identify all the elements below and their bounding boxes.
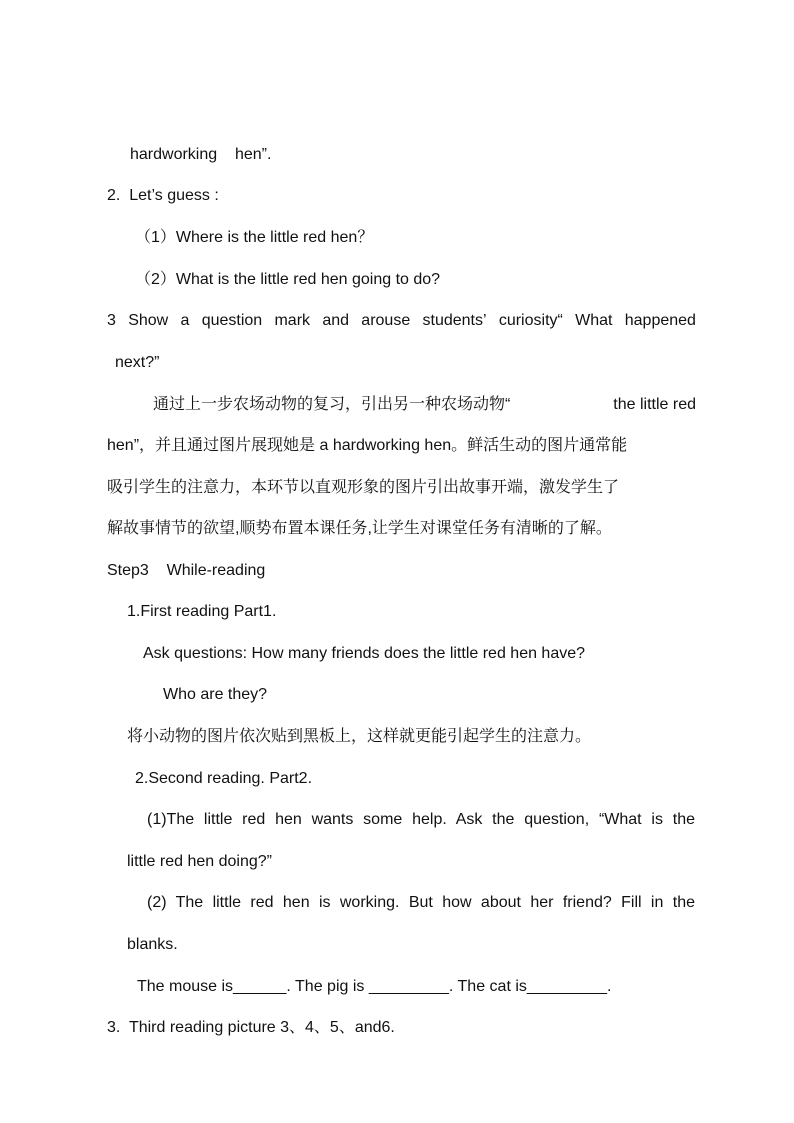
word: students’ xyxy=(422,312,487,329)
text-line-chinese-1 xyxy=(107,395,696,415)
text-line-chinese-2: hen”，并且通过图片展现她是 a hardworking hen。鲜活生动的图片通常能 xyxy=(107,437,628,454)
word: What xyxy=(575,312,613,329)
word: question xyxy=(201,312,263,329)
third-reading-line: 3. Third reading picture 3、4、5、and6. xyxy=(107,1019,395,1036)
text-line-show-question-mark xyxy=(107,311,696,331)
part2-item-1: (1)The little red hen wants some help. Ask the question, “What is the xyxy=(147,811,695,828)
text-line-chinese-4: 解故事情节的欲望,顺势布置本课任务,让学生对课堂任务有清晰的了解。 xyxy=(107,520,612,537)
word: happened xyxy=(624,312,696,329)
word: Show xyxy=(128,312,169,329)
word: arouse xyxy=(361,312,411,329)
chinese-note-line: 将小动物的图片依次贴到黑板上，这样就更能引起学生的注意力。 xyxy=(127,728,592,745)
part2-item-2-cont: blanks. xyxy=(127,936,178,953)
word: a xyxy=(180,312,190,329)
step3-heading: Step3 While-reading xyxy=(107,562,266,579)
part2-item-2: (2) The little red hen is working. But how about her friend? Fill in the xyxy=(147,894,695,911)
text-line-lets-guess: 2. Let’s guess : xyxy=(107,187,219,204)
word: 3 xyxy=(107,312,116,329)
part2-item-1-cont: little red hen doing?” xyxy=(127,853,272,870)
who-are-they-line: Who are they? xyxy=(163,686,268,703)
second-reading-line: 2.Second reading. Part2. xyxy=(135,770,313,787)
chinese-text: 通过上一步农场动物的复习，引出另一种农场动物“ xyxy=(153,396,511,413)
fill-in-blanks-line: The mouse is______. The pig is _________. The cat is_________. xyxy=(137,978,612,995)
text-line-question-2: （2）What is the little red hen going to do? xyxy=(135,271,441,288)
text-line-1: hardworking hen”. xyxy=(130,146,272,163)
text-line-next: next?” xyxy=(115,354,160,371)
word: and xyxy=(322,312,350,329)
ask-questions-line: Ask questions: How many friends does the little red hen have? xyxy=(143,645,586,662)
text-line-question-1: （1）Where is the little red hen？ xyxy=(135,229,374,246)
text-line-chinese-3: 吸引学生的注意力，本环节以直观形象的图片引出故事开端，激发学生了 xyxy=(107,479,620,496)
word: mark xyxy=(274,312,311,329)
first-reading-line: 1.First reading Part1. xyxy=(127,603,277,620)
english-text: the little red xyxy=(613,396,696,413)
word: curiosity“ xyxy=(498,312,563,329)
